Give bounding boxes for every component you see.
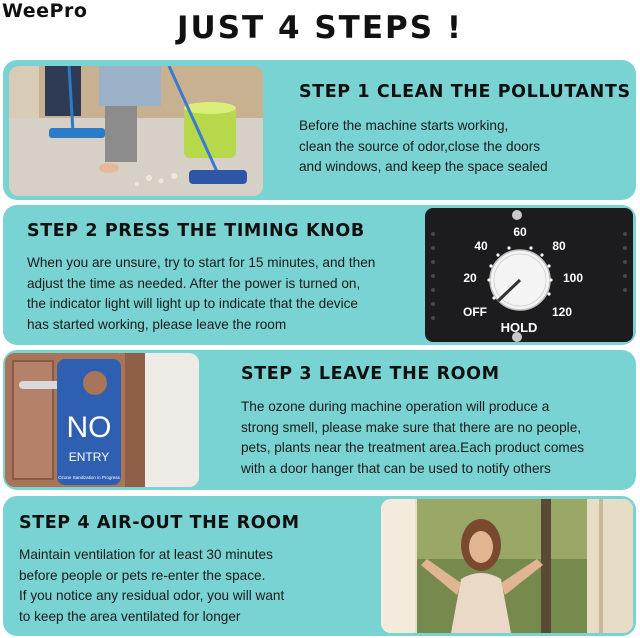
cleaning-illustration	[9, 66, 263, 196]
page-headline: JUST 4 STEPS !	[177, 10, 463, 46]
step-3-card	[3, 350, 636, 490]
step-1-description: Before the machine starts working, clean the source of odor,close the doors and windows, and keep the space sealed	[299, 118, 548, 174]
knob-label-20: 20	[463, 271, 477, 285]
step-2-title: STEP 2 PRESS THE TIMING KNOB	[27, 221, 365, 241]
brand-logo: WeePro	[2, 0, 88, 22]
step-1-title: STEP 1 CLEAN THE POLLUTANTS	[299, 82, 631, 102]
knob-label-120: 120	[551, 305, 573, 319]
step-2-card	[3, 205, 636, 345]
step-4-title: STEP 4 AIR-OUT THE ROOM	[19, 513, 300, 533]
hanger-no-text: NO	[66, 411, 112, 444]
knob-label-off: OFF	[463, 305, 487, 319]
step-4-card	[3, 496, 636, 636]
timer-knob-panel	[425, 208, 633, 342]
knob-label-60: 60	[513, 225, 527, 239]
timer-knob-illustration	[425, 208, 633, 342]
door-hanger-illustration	[5, 353, 199, 487]
window-photo	[381, 499, 633, 633]
step-4-description: Maintain ventilation for at least 30 minutes before people or pets re-enter the space. If you notice any residual odor, you will want to keep the area ventilated for longer	[19, 547, 285, 624]
window-illustration	[381, 499, 633, 633]
cleaning-photo	[9, 66, 263, 196]
step-3-description: The ozone during machine operation will produce a strong smell, please make sure that there are no people, pets, plants near the treatment area.Each product comes with a door hanger that can be used to notify others	[241, 399, 585, 476]
knob-label-40: 40	[474, 239, 488, 253]
hanger-small-text: Ozone Sanitization in Progress	[58, 475, 120, 480]
knob-label-80: 80	[552, 239, 566, 253]
step-1-card	[3, 60, 636, 200]
step-3-title: STEP 3 LEAVE THE ROOM	[241, 364, 500, 384]
hanger-entry-text: ENTRY	[68, 450, 110, 464]
knob-hold-label: HOLD	[500, 320, 538, 335]
door-hanger-photo	[5, 353, 199, 487]
step-2-description: When you are unsure, try to start for 15 minutes, and then adjust the time as needed. After the power is turned on, the indicator light will light up to indicate that the device has started working, please leave the room	[27, 255, 376, 332]
knob-label-100: 100	[562, 271, 584, 285]
